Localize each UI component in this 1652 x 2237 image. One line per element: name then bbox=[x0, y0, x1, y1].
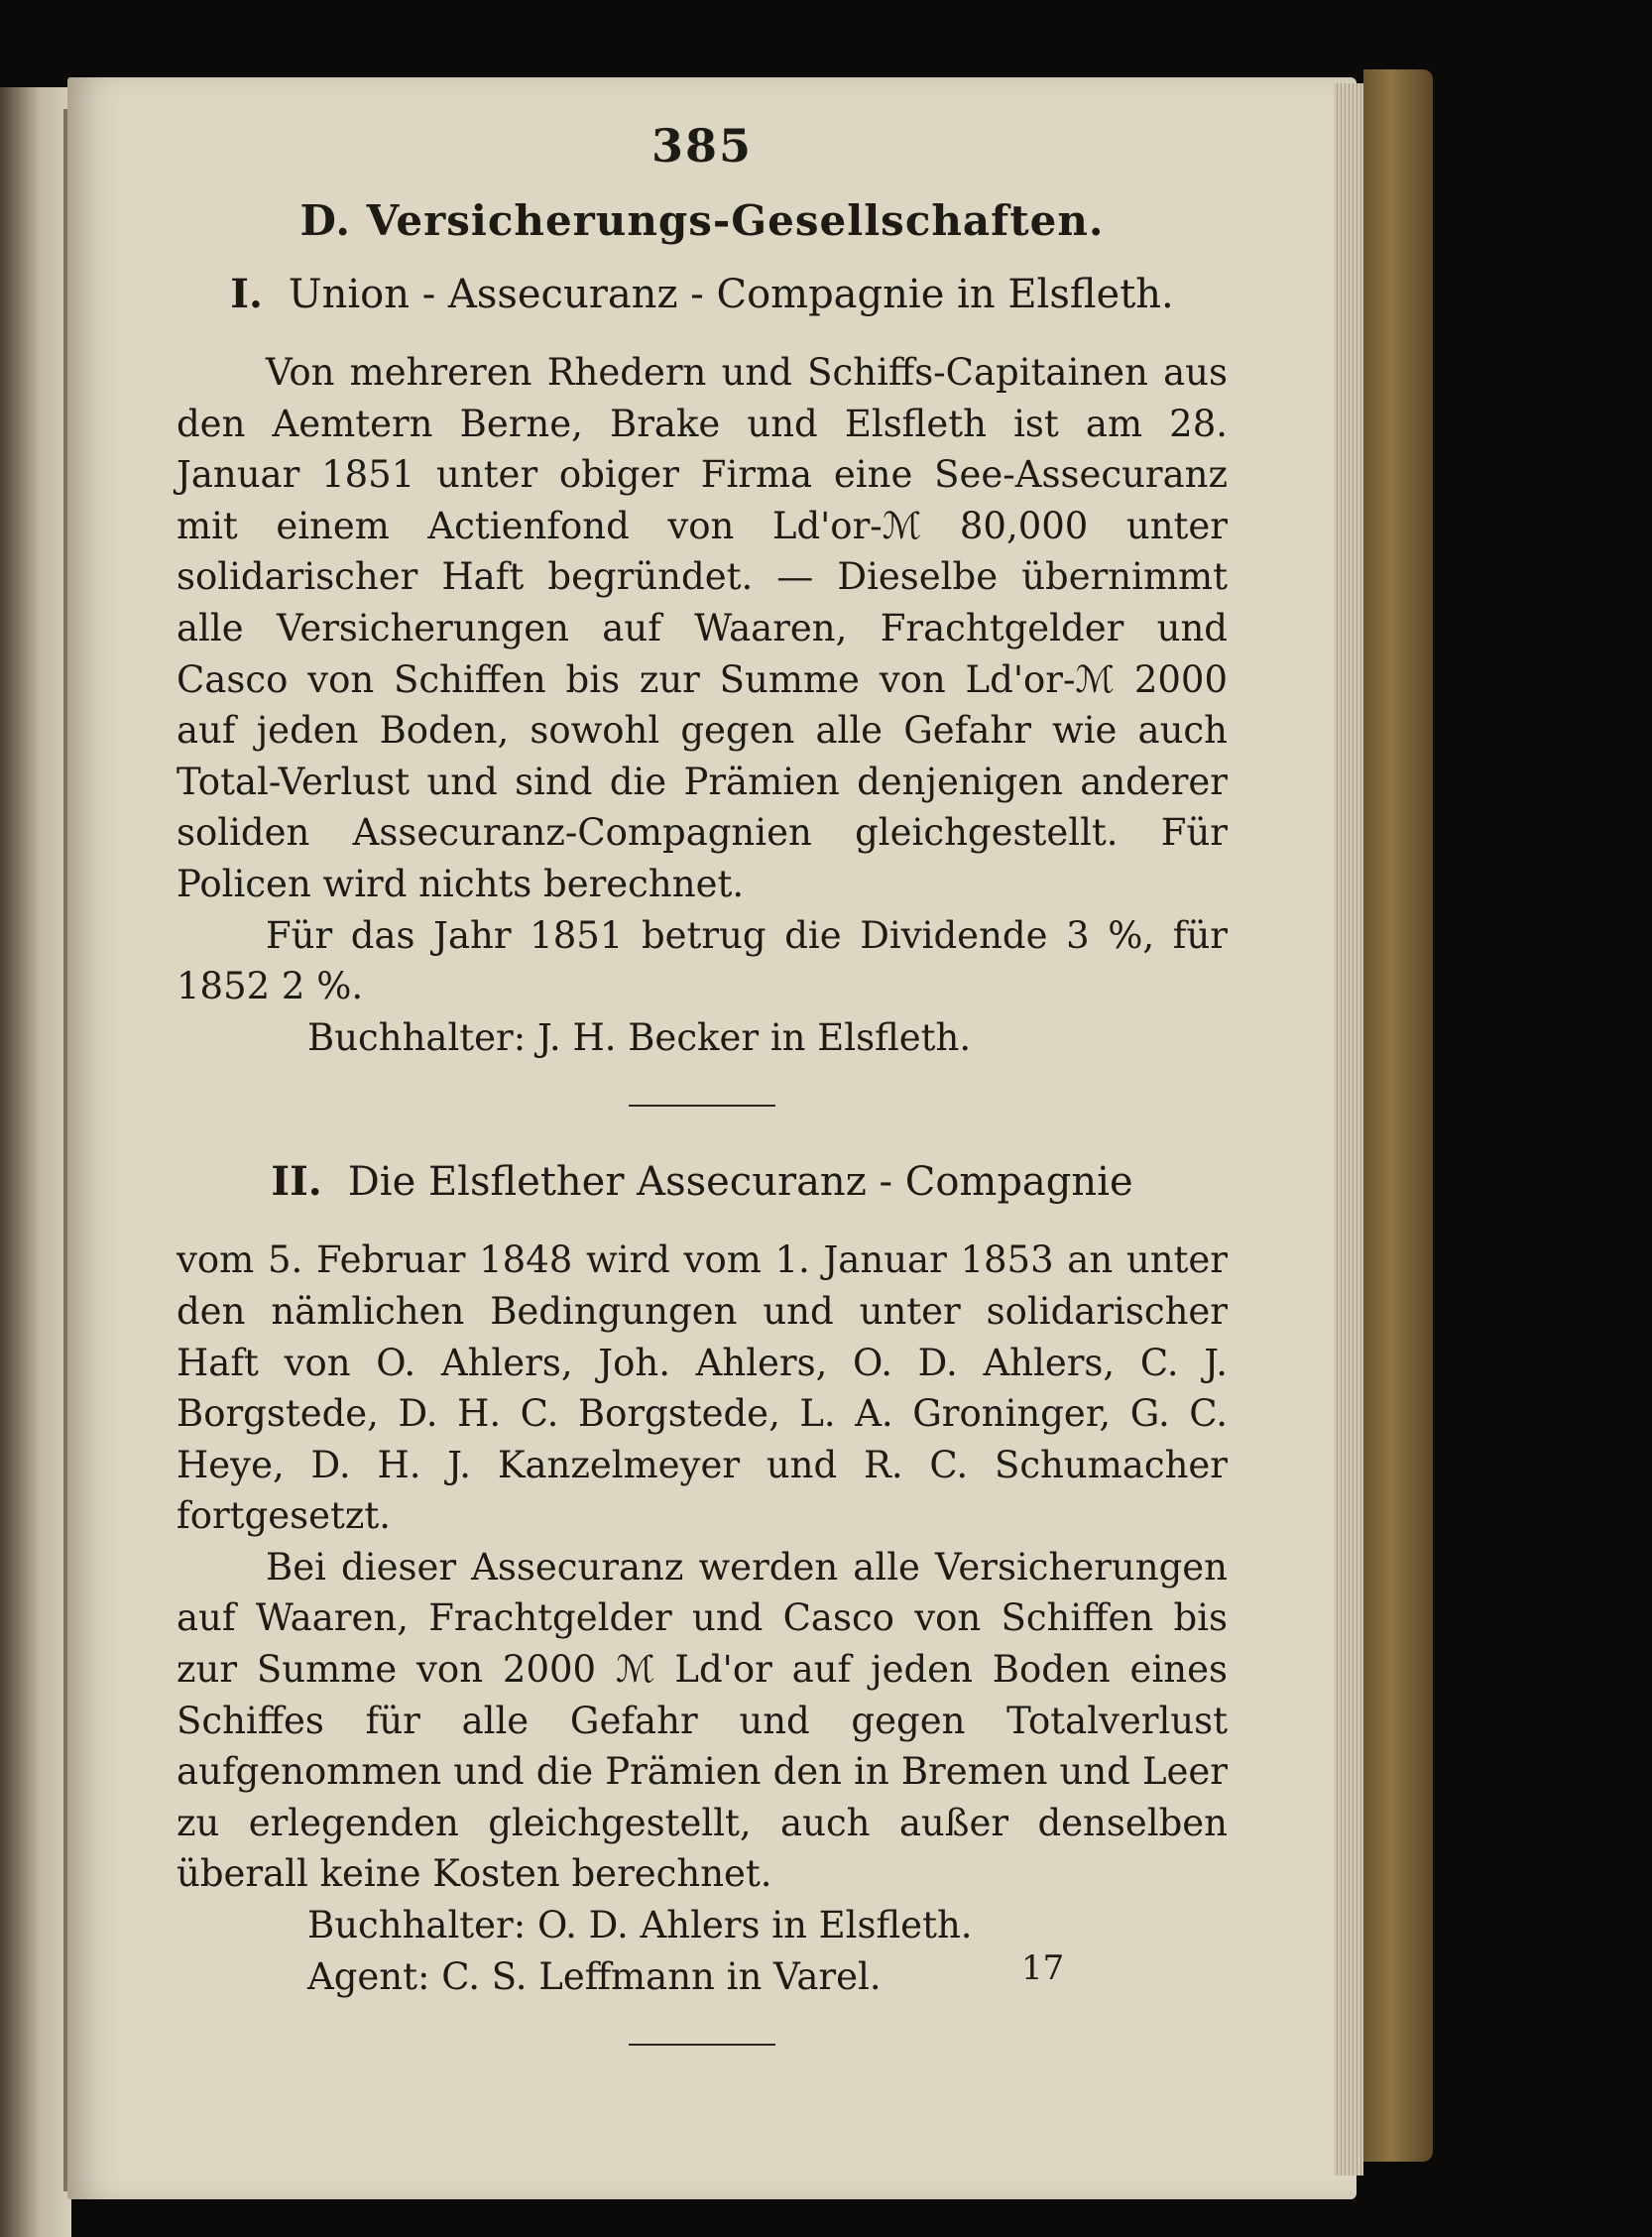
section-divider bbox=[629, 1105, 775, 1107]
company-name: Union - Assecuranz - Compagnie in Elsfleth. bbox=[288, 272, 1174, 317]
paragraph: vom 5. Februar 1848 wird vom 1. Januar 1853 an unter den nämlichen Bedingungen und unter solidarischer Haft von O. Ahlers, Joh. Ahlers, O. D. Ahlers, C. J. Borgstede, D. H. C. Borgstede, L. A. Groninger, G. C. Heye, D. H. J. Kanzelmeyer und R. C. Schumacher fortgesetzt. bbox=[177, 1238, 1228, 1538]
paragraph: Bei dieser Assecuranz werden alle Versicherungen auf Waaren, Frachtgelder und Casco von Schiffen bis zur Summe von 2000 ℳ Ld'or auf jeden Boden eines Schiffes für alle Gefahr und gegen Totalverlust aufgenommen und die Prämien den in Bremen und Leer zu erlegenden gleichgestellt, auch außer denselben überall keine Kosten berechnet. bbox=[177, 1545, 1228, 1896]
book-gutter bbox=[63, 109, 67, 2191]
bookkeeper-line: Buchhalter: J. H. Becker in Elsfleth. bbox=[307, 1015, 972, 1059]
company-numeral: I. bbox=[230, 271, 263, 317]
left-page-edge bbox=[0, 87, 71, 2237]
section-heading: D. Versicherungs-Gesellschaften. bbox=[299, 196, 1105, 245]
page-stack-edge bbox=[1334, 83, 1363, 2176]
paragraph: Von mehreren Rhedern und Schiffs-Capitainen aus den Aemtern Berne, Brake und Elsfleth ist am 28. Januar 1851 unter obiger Firma eine See-Assecuranz mit einem Actienfond von Ld'or-ℳ 80,000 unter solidarischer Haft begründet. — Dieselbe übernimmt alle Versicherungen auf Waaren, Frachtgelder und Casco von Schiffen bis zur Summe von Ld'or-ℳ 2000 auf jeden Boden, sowohl gegen alle Gefahr wie auch Total-Verlust und sind die Prämien denjenigen anderer soliden Assecuranz-Compagnien gleichgestellt. Für Policen wird nichts berechnet. bbox=[177, 351, 1228, 905]
paragraph: Für das Jahr 1851 betrug die Dividende 3 %, für 1852 2 %. bbox=[177, 913, 1228, 1008]
company-name: Die Elsflether Assecuranz - Compagnie bbox=[347, 1159, 1133, 1206]
book-cover bbox=[1363, 69, 1433, 2162]
company-numeral: II. bbox=[271, 1158, 322, 1206]
company-section bbox=[177, 1158, 1228, 2002]
company-section bbox=[177, 271, 1228, 1063]
page-content bbox=[177, 119, 1228, 2097]
bookkeeper-line: Buchhalter: O. D. Ahlers in Elsfleth. bbox=[307, 1904, 973, 1947]
company-title bbox=[177, 271, 1228, 317]
page-number: 385 bbox=[650, 119, 754, 173]
company-title bbox=[177, 1158, 1228, 1205]
agent-line: Agent: C. S. Leffmann in Varel. bbox=[307, 1954, 882, 1998]
signature-mark: 17 bbox=[1021, 1948, 1065, 1988]
section-divider bbox=[629, 2044, 775, 2046]
